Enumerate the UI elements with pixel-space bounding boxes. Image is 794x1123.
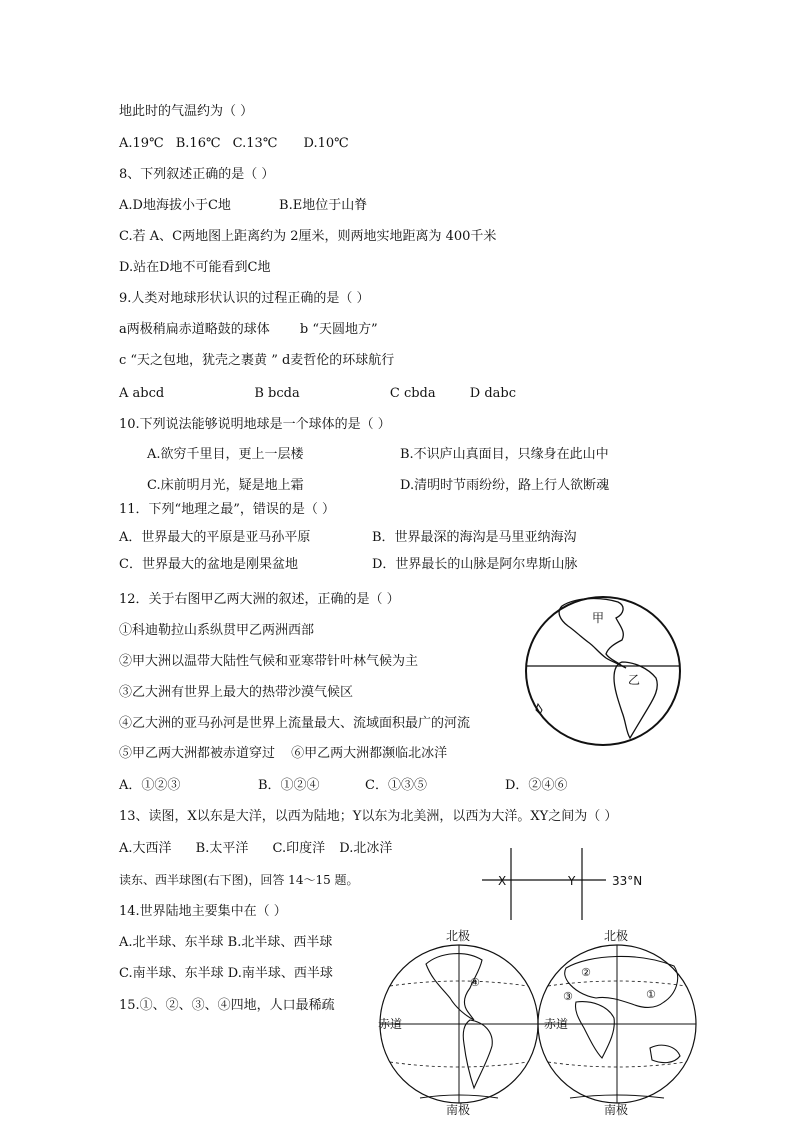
q8-option-c: C.若 A、C两地图上距离约为 2厘米，则两地实地距离为 400千米 [119,229,497,244]
q9-options [119,386,516,402]
east-south-pole-label: 南极 [604,1103,629,1117]
q12-statements-5-6 [119,746,447,762]
q12-statement-4: ④乙大洲的亚马孙河是世界上流量最大、流域面积最广的河流 [119,716,471,731]
q14-option-c: C.南半球、东半球 [119,966,224,981]
q14-options-cd [119,966,333,982]
q13-option-c: C.印度洋 [272,841,326,856]
q9-items-cd [119,353,394,369]
q13-option-b: B.太平洋 [195,841,249,856]
q7-option-d: D.10℃ [303,136,349,151]
q11-option-a: A．世界最大的平原是亚马孙平原 [119,530,311,545]
east-mark-1: ① [646,988,656,1001]
q11-option-c: C．世界最大的盆地是刚果盆地 [119,557,298,572]
q11-stem: 11．下列“地理之最”，错误的是（ ） [119,502,335,517]
west-north-pole-label: 北极 [446,929,471,943]
q15-stem: 15.①、②、③、④四地，人口最稀疏 [119,998,335,1013]
q13-xy-figure [478,846,678,922]
latitude-label: 33°N [612,874,643,888]
africa-outline [575,1002,614,1058]
q14-option-a: A.北半球、东半球 [119,935,224,950]
east-equator-label: 赤道 [544,1017,569,1031]
q14-option-d: D.南半球、西半球 [227,966,333,981]
x-label: X [498,874,507,888]
south-america-outline [463,1020,492,1088]
q9-option-c: C cbda [389,386,436,401]
q9-stem: 9.人类对地球形状认识的过程正确的是（ ） [119,291,370,306]
eurasia-outline [565,956,678,1007]
q7-options [119,136,349,152]
q8-option-d: D.站在D地不可能看到C地 [119,260,271,275]
q7-option-b: B.16℃ [175,136,221,151]
q12-option-d: D．②④⑥ [505,778,568,793]
eastern-hemisphere [538,928,696,1117]
east-mark-2: ② [581,966,591,979]
east-mark-3: ③ [563,990,573,1003]
west-equator-label: 赤道 [378,1017,403,1031]
continent-jia-outline [559,599,626,668]
q12-statement-2: ②甲大洲以温带大陆性气候和亚寒带针叶林气候为主 [119,654,419,669]
q9-item-b: b “天圆地方” [299,322,378,337]
q13-option-d: D.北冰洋 [339,841,393,856]
y-label: Y [568,874,576,888]
q12-statement-3: ③乙大洲有世界上最大的热带沙漠气候区 [119,685,354,700]
q14-15-intro: 读东、西半球图(右下图)，回答 14～15 题。 [119,873,359,887]
q10-option-a: A.欲穷千里目，更上一层楼 [147,447,304,462]
q14-option-b: B.北半球、西半球 [227,935,333,950]
q10-stem: 10.下列说法能够说明地球是一个球体的是（ ） [119,417,391,432]
west-south-pole-label: 南极 [446,1103,471,1117]
q9-item-d: d麦哲伦的环球航行 [281,353,395,368]
q11-option-d: D．世界最长的山脉是阿尔卑斯山脉 [372,557,578,572]
east-north-pole-label: 北极 [604,929,629,943]
australia-outline [650,1045,680,1062]
q9-option-d: D dabc [469,386,516,401]
q14-stem: 14.世界陆地主要集中在（ ） [119,904,287,919]
western-hemisphere [378,928,538,1117]
q9-item-c: c “天之包地，犹壳之裹黄 ” [119,353,278,368]
q7-option-c: C.13℃ [232,136,278,151]
q7-stem-tail: 地此时的气温约为（ ） [119,104,254,119]
q12-continent-map [522,592,684,750]
continent-yi-label: 乙 [628,673,641,687]
q9-option-a: A abcd [119,386,165,401]
q10-option-d: D.清明时节雨纷纷，路上行人欲断魂 [400,478,610,493]
q11-option-b: B．世界最深的海沟是马里亚纳海沟 [372,530,577,545]
q8-stem: 8、下列叙述正确的是（ ） [119,167,275,182]
q13-option-a: A.大西洋 [119,841,172,856]
q10-option-b: B.不识庐山真面目，只缘身在此山中 [400,447,609,462]
q12-option-a: A．①②③ [119,778,181,793]
q14-options-ab [119,935,332,951]
q9-items-ab [119,322,378,338]
q7-option-a: A.19℃ [119,136,164,151]
west-mark-4: ④ [470,976,480,989]
q10-option-c: C.床前明月光，疑是地上霜 [147,478,304,493]
q12-option-c: C．①③⑤ [365,778,427,793]
q9-option-b: B bcda [254,386,300,401]
q8-option-b: B.E地位于山脊 [279,198,368,213]
hemispheres-figure [370,924,700,1120]
continent-jia-label: 甲 [592,611,605,625]
q12-statement-6: ⑥甲乙两大洲都濒临北冰洋 [291,746,448,761]
q9-item-a: a两极稍扁赤道略鼓的球体 [119,322,270,337]
q8-options-ab [119,198,367,214]
q12-option-b: B．①②④ [258,778,320,793]
q13-stem: 13、读图，X以东是大洋，以西为陆地；Y以东为北美洲，以西为大洋。XY之间为（ ） [119,809,618,824]
q8-option-a: A.D地海拔小于C地 [119,198,231,213]
q12-stem: 12．关于右图甲乙两大洲的叙述，正确的是（ ） [119,592,400,607]
q12-statement-5: ⑤甲乙两大洲都被赤道穿过 [119,746,276,761]
q13-options [119,841,392,857]
q12-statement-1: ①科迪勒拉山系纵贯甲乙两洲西部 [119,623,315,638]
